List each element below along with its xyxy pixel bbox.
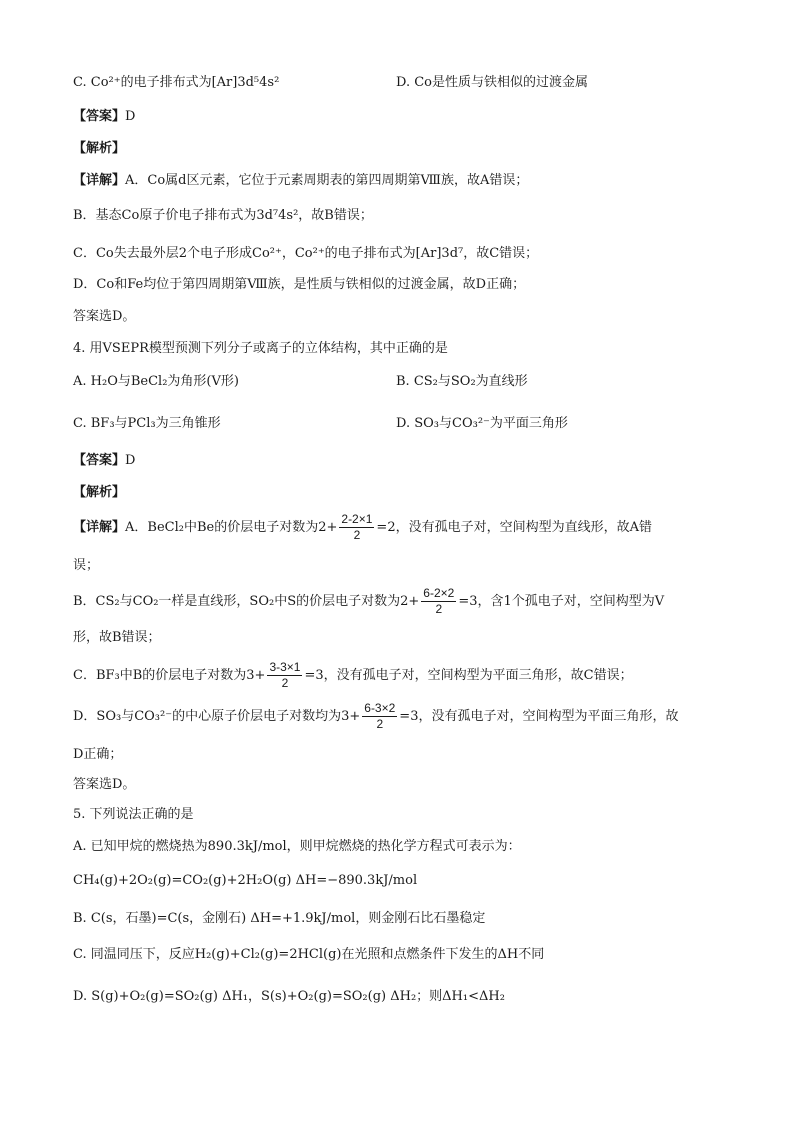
fraction-denominator: 2 [435, 602, 443, 616]
fraction [421, 586, 456, 617]
fraction-numerator: 3-3×1 [269, 660, 301, 674]
q3-detail-c: C．Co失去最外层2个电子形成Co²⁺，Co²⁺的电子排布式为[Ar]3d⁷，故C错误； [73, 246, 539, 261]
q4-analysis-label: 【解析】 [73, 485, 126, 500]
q4-stem: 4. 用VSEPR模型预测下列分子或离子的立体结构，其中正确的是 [73, 341, 448, 356]
fraction-denominator: 2 [281, 676, 289, 690]
detail-text: C．BF₃中B的价层电子对数为3+ [73, 668, 266, 683]
q5-option-a: A. 已知甲烷的燃烧热为890.3kJ/mol，则甲烷燃烧的热化学方程式可表示为： [73, 839, 521, 854]
detail-text: A．BeCl₂中Be的价层电子对数为2+ [125, 520, 338, 535]
q3-option-c: C. Co²⁺的电子排布式为[Ar]3d⁵4s² [73, 75, 280, 90]
q5-option-c: C. 同温同压下，反应H₂(g)+Cl₂(g)=2HCl(g)在光照和点燃条件下发生的ΔH不同 [73, 947, 545, 962]
q4-conclusion: 答案选D。 [73, 777, 136, 792]
q4-option-c: C. BF₃与PCl₃为三角锥形 [73, 416, 221, 431]
q4-option-d: D. SO₃与CO₃²⁻为平面三角形 [396, 416, 568, 431]
q3-detail-d: D．Co和Fe均位于第四周期第Ⅷ族，是性质与铁相似的过渡金属，故D正确； [73, 277, 526, 292]
answer-label: 【答案】 [73, 453, 126, 468]
q4-detail-b-cont: 形，故B错误； [73, 630, 161, 645]
fraction-denominator: 2 [353, 528, 361, 542]
fraction-numerator: 6-3×2 [364, 701, 396, 715]
q3-option-d: D. Co是性质与铁相似的过渡金属 [396, 75, 588, 90]
q5-stem: 5. 下列说法正确的是 [73, 807, 194, 822]
fraction-numerator: 2-2×1 [341, 512, 373, 526]
q4-detail-d [73, 701, 678, 733]
detail-text: =3，没有孤电子对，空间构型为平面三角形，故 [399, 709, 679, 724]
q3-conclusion: 答案选D。 [73, 309, 136, 324]
fraction-numerator: 6-2×2 [423, 586, 455, 600]
q3-answer [73, 107, 135, 127]
answer-value: D [125, 453, 136, 468]
answer-value: D [125, 109, 136, 124]
q4-option-b: B. CS₂与SO₂为直线形 [396, 374, 528, 389]
q4-detail-c [73, 660, 633, 692]
detail-label: 【详解】 [73, 520, 126, 535]
q4-answer [73, 451, 135, 471]
q3-detail-b: B．基态Co原子价电子排布式为3d⁷4s²，故B错误； [73, 208, 373, 223]
detail-text: A．Co属d区元素，它位于元素周期表的第四周期第Ⅷ族，故A错误； [125, 173, 529, 188]
q4-detail-b [73, 586, 664, 618]
detail-text: =3，没有孤电子对，空间构型为平面三角形，故C错误； [304, 668, 633, 683]
detail-text: =3，含1个孤电子对，空间构型为V [458, 594, 665, 609]
q3-detail-a [73, 171, 528, 191]
answer-label: 【答案】 [73, 109, 126, 124]
q4-option-a: A. H₂O与BeCl₂为角形(V形) [73, 374, 239, 389]
q3-analysis-label: 【解析】 [73, 141, 126, 156]
fraction-denominator: 2 [376, 717, 384, 731]
fraction [267, 660, 302, 691]
q4-detail-a [73, 512, 652, 544]
q5-option-b: B. C(s，石墨)=C(s，金刚石) ΔH=+1.9kJ/mol，则金刚石比石墨稳定 [73, 911, 486, 926]
q5-option-d: D. S(g)+O₂(g)=SO₂(g) ΔH₁，S(s)+O₂(g)=SO₂(g) ΔH₂；则ΔH₁<ΔH₂ [73, 989, 505, 1004]
q4-detail-a-cont: 误； [73, 558, 100, 573]
q4-detail-d-cont: D正确； [73, 747, 123, 762]
fraction [362, 701, 397, 732]
detail-label: 【详解】 [73, 173, 126, 188]
detail-text: =2，没有孤电子对，空间构型为直线形，故A错 [376, 520, 652, 535]
detail-text: B．CS₂与CO₂一样是直线形，SO₂中S的价层电子对数为2+ [73, 594, 420, 609]
fraction [339, 512, 374, 543]
detail-text: D．SO₃与CO₃²⁻的中心原子价层电子对数均为3+ [73, 709, 361, 724]
q5-option-a-equation: CH₄(g)+2O₂(g)=CO₂(g)+2H₂O(g) ΔH=−890.3kJ/mol [73, 873, 418, 888]
